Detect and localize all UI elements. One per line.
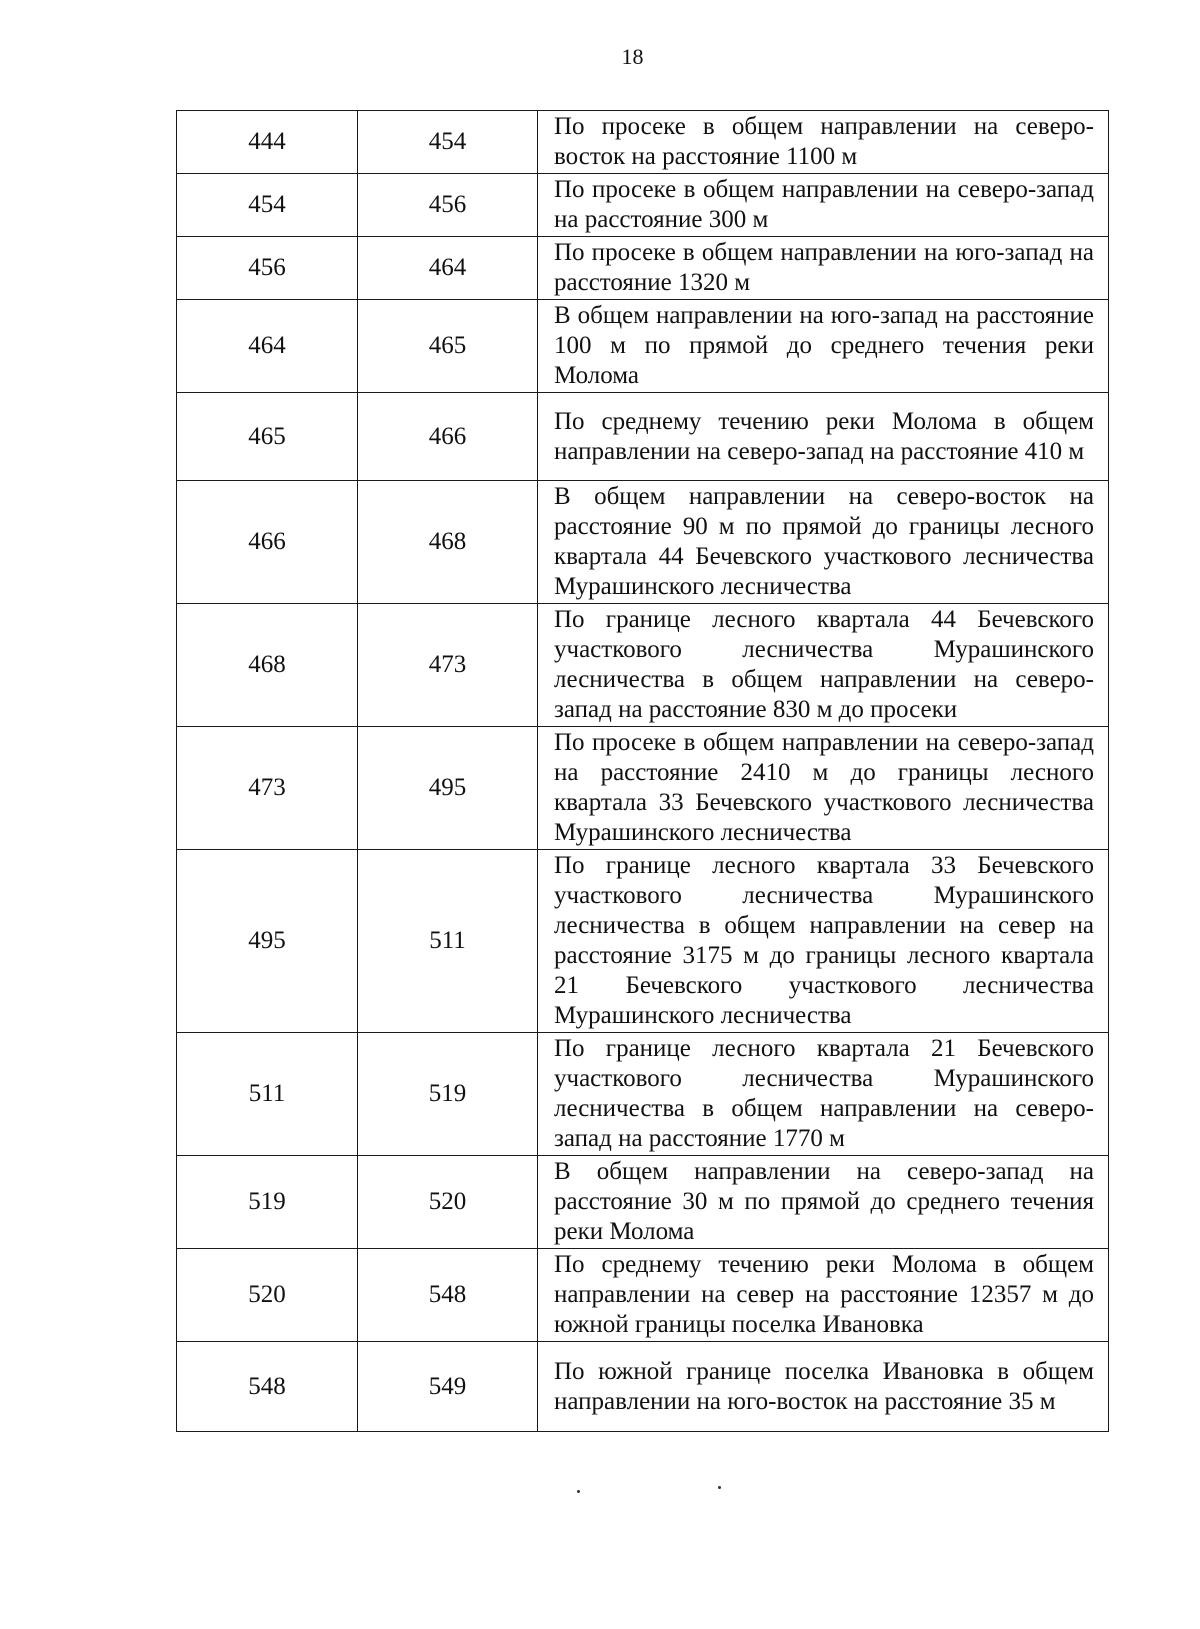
route-description: В общем направлении на юго-запад на расстояние 100 м по прямой до среднего течения реки Молома bbox=[538, 300, 1109, 393]
to-point: 549 bbox=[358, 1342, 538, 1432]
from-point: 444 bbox=[177, 111, 358, 174]
table-row bbox=[177, 1249, 1109, 1342]
table-row bbox=[177, 111, 1109, 174]
route-description: По границе лесного квартала 44 Бечевского участкового лесничества Мурашинского лесничества в общем направлении на северо-запад на расстояние 830 м до просеки bbox=[538, 604, 1109, 727]
table-row bbox=[177, 481, 1109, 604]
scan-speck bbox=[577, 1490, 580, 1493]
from-point: 520 bbox=[177, 1249, 358, 1342]
page-number: 18 bbox=[621, 44, 644, 69]
table-row bbox=[177, 174, 1109, 237]
table-row bbox=[177, 850, 1109, 1033]
route-description: По просеке в общем направлении на юго-запад на расстояние 1320 м bbox=[538, 237, 1109, 300]
route-description: По среднему течению реки Молома в общем направлении на северо-запад на расстояние 410 м bbox=[538, 393, 1109, 481]
to-point: 464 bbox=[358, 237, 538, 300]
from-point: 511 bbox=[177, 1033, 358, 1156]
route-description: По просеке в общем направлении на северо-запад на расстояние 2410 м до границы лесного квартала 33 Бечевского участкового лесничества Мурашинского лесничества bbox=[538, 727, 1109, 850]
to-point: 511 bbox=[358, 850, 538, 1033]
to-point: 466 bbox=[358, 393, 538, 481]
route-description: В общем направлении на северо-восток на расстояние 90 м по прямой до границы лесного квартала 44 Бечевского участкового лесничества Мурашинского лесничества bbox=[538, 481, 1109, 604]
from-point: 465 bbox=[177, 393, 358, 481]
to-point: 520 bbox=[358, 1156, 538, 1249]
from-point: 464 bbox=[177, 300, 358, 393]
table-row bbox=[177, 1033, 1109, 1156]
from-point: 456 bbox=[177, 237, 358, 300]
route-description: По среднему течению реки Молома в общем направлении на север на расстояние 12357 м до южной границы поселка Ивановка bbox=[538, 1249, 1109, 1342]
route-description: В общем направлении на северо-запад на расстояние 30 м по прямой до среднего течения реки Молома bbox=[538, 1156, 1109, 1249]
to-point: 456 bbox=[358, 174, 538, 237]
from-point: 454 bbox=[177, 174, 358, 237]
to-point: 495 bbox=[358, 727, 538, 850]
table-row bbox=[177, 393, 1109, 481]
table-row bbox=[177, 727, 1109, 850]
to-point: 454 bbox=[358, 111, 538, 174]
table-row bbox=[177, 300, 1109, 393]
table-row bbox=[177, 1156, 1109, 1249]
from-point: 473 bbox=[177, 727, 358, 850]
boundary-table bbox=[176, 110, 1109, 1432]
from-point: 519 bbox=[177, 1156, 358, 1249]
to-point: 519 bbox=[358, 1033, 538, 1156]
route-description: По просеке в общем направлении на северо-запад на расстояние 300 м bbox=[538, 174, 1109, 237]
route-description: По границе лесного квартала 33 Бечевского участкового лесничества Мурашинского лесничества в общем направлении на север на расстояние 3175 м до границы лесного квартала 21 Бечевского участкового лесничества Мурашинского лесничества bbox=[538, 850, 1109, 1033]
from-point: 548 bbox=[177, 1342, 358, 1432]
to-point: 473 bbox=[358, 604, 538, 727]
route-description: По южной границе поселка Ивановка в общем направлении на юго-восток на расстояние 35 м bbox=[538, 1342, 1109, 1432]
scan-speck bbox=[718, 1486, 721, 1489]
from-point: 468 bbox=[177, 604, 358, 727]
from-point: 495 bbox=[177, 850, 358, 1033]
table-row bbox=[177, 237, 1109, 300]
to-point: 465 bbox=[358, 300, 538, 393]
to-point: 548 bbox=[358, 1249, 538, 1342]
route-description: По границе лесного квартала 21 Бечевского участкового лесничества Мурашинского лесничества в общем направлении на северо-запад на расстояние 1770 м bbox=[538, 1033, 1109, 1156]
to-point: 468 bbox=[358, 481, 538, 604]
from-point: 466 bbox=[177, 481, 358, 604]
table-row bbox=[177, 1342, 1109, 1432]
table-row bbox=[177, 604, 1109, 727]
route-description: По просеке в общем направлении на северо-восток на расстояние 1100 м bbox=[538, 111, 1109, 174]
